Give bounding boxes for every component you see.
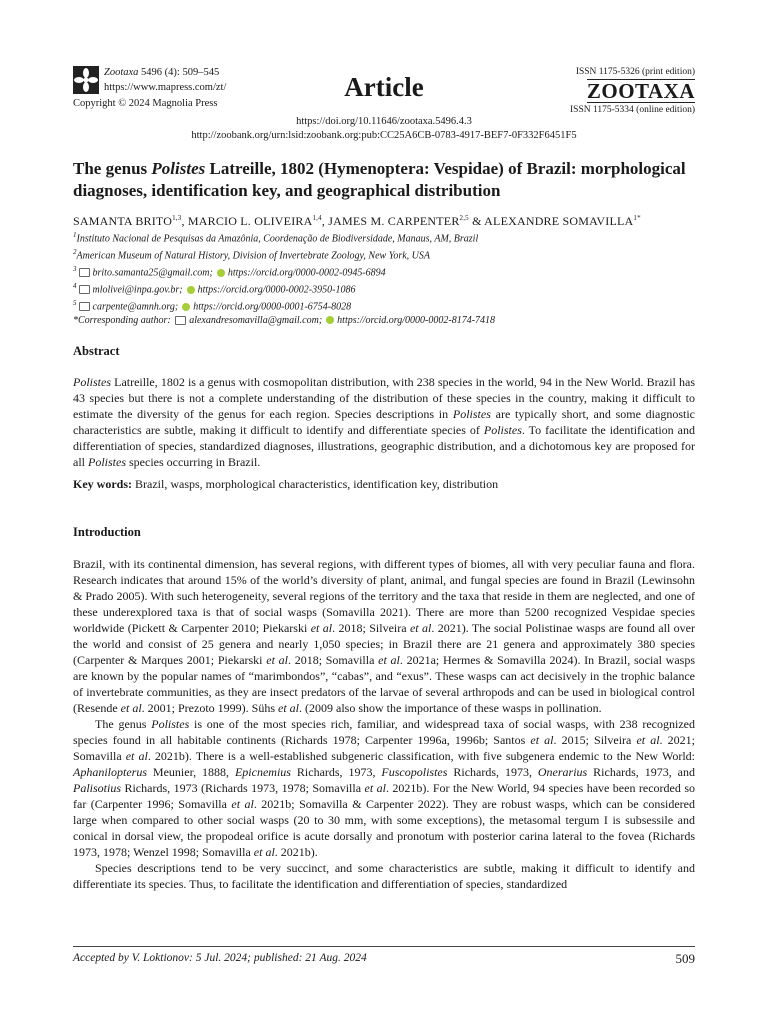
author-name: MARCIO L. OLIVEIRA bbox=[187, 214, 313, 228]
abstract-text bbox=[73, 374, 695, 470]
contact-line bbox=[73, 297, 713, 314]
keywords-label: Key words: bbox=[73, 477, 132, 491]
text-run: . 2021b; Somavilla & Carpenter 2022). They are robust wasps, which can be considered large when compared to other social wasps (20 to 30 mm, with some exceptions), the metasomal tergum I is subsessile and conical in dorsal view, the propodeal orifice is acute dorsally and pronotum with posterior carina lateral to the fovea (Richards 1973, 1978; Wenzel 1998; Somavilla bbox=[73, 797, 695, 859]
author-orcid-link[interactable]: https://orcid.org/0000-0002-0945-6894 bbox=[227, 267, 386, 279]
author-sup: 1,3 bbox=[172, 214, 182, 222]
text-run: . 2018; Somavilla bbox=[287, 653, 379, 667]
et-al: et al bbox=[266, 653, 288, 667]
contact-sup: 3 bbox=[73, 264, 77, 273]
title-part: Latreille, 1802 (Hymenoptera: Vespidae) of Brazil: morphological diagnoses, identification key, and geographical distribution bbox=[73, 159, 686, 200]
corresponding-author-line bbox=[73, 314, 713, 328]
text-run: . 2021b). For the New World, 94 species have been recorded so far (Carpenter 1996; Somavilla bbox=[73, 781, 695, 811]
et-al: et al bbox=[409, 621, 432, 635]
abstract-part: Latreille, 1802 is a genus with cosmopolitan distribution, with 238 species in the world, 94 in the New World. Brazil has 43 species but there is not a complete understanding of the distribution of these species in the country, making it difficult to estimate the diversity of the genus for each region. Species descriptions in bbox=[73, 375, 695, 421]
author-separator: & bbox=[468, 214, 485, 228]
acceptance-info: Accepted by V. Loktionov: 5 Jul. 2024; published: 21 Aug. 2024 bbox=[73, 952, 367, 964]
text-run: Richards, 1973, bbox=[447, 765, 538, 779]
doi-block bbox=[0, 115, 768, 143]
issn-block bbox=[495, 66, 695, 116]
author-separator: , bbox=[181, 214, 188, 228]
author-email-link[interactable]: carpente@amnh.org; bbox=[92, 301, 179, 313]
author-email-link[interactable]: mlolivei@inpa.gov.br; bbox=[92, 284, 183, 296]
subgenus-name: Epicnemius bbox=[234, 765, 291, 779]
introduction-body bbox=[73, 556, 695, 892]
affiliation-text: American Museum of Natural History, Division of Invertebrate Zoology, New York, USA bbox=[76, 250, 431, 262]
author-orcid-link[interactable]: https://orcid.org/0000-0001-6754-8028 bbox=[193, 301, 352, 313]
affiliation-sup: 1 bbox=[73, 231, 77, 239]
abstract-part: are typically short, and some diagnostic characteristics are subtle, making it difficult to identify and differentiate species of bbox=[73, 407, 695, 437]
affiliation-list bbox=[73, 229, 713, 327]
text-run: Meunier, 1888, bbox=[147, 765, 235, 779]
orcid-icon bbox=[217, 269, 225, 277]
contact-line bbox=[73, 280, 713, 297]
intro-paragraph-2 bbox=[73, 716, 695, 860]
text-run: is one of the most species rich, familiar, and widespread taxa of social wasps, with 238 recognized species found in all habitable continents (Richards 1978; Carpenter 1996a, 1996b; Santos bbox=[73, 717, 695, 747]
text-run: Richards, 1973, bbox=[290, 765, 382, 779]
doi-link[interactable]: https://doi.org/10.11646/zootaxa.5496.4.3 bbox=[296, 116, 472, 127]
author-list bbox=[73, 214, 641, 229]
contact-sup: 5 bbox=[73, 298, 77, 307]
keywords-text: Brazil, wasps, morphological characteristics, identification key, distribution bbox=[132, 477, 499, 491]
et-al: et al bbox=[310, 621, 333, 635]
genus-name: Polistes bbox=[73, 375, 111, 389]
abstract-heading: Abstract bbox=[73, 344, 120, 358]
copyright-notice: Copyright © 2024 Magnolia Press bbox=[73, 98, 218, 109]
genus-name: Polistes bbox=[452, 407, 491, 421]
et-al: et al bbox=[125, 749, 148, 763]
orcid-icon bbox=[182, 303, 190, 311]
subgenus-name: Palisotius bbox=[73, 781, 122, 795]
subgenus-name: Onerarius bbox=[537, 765, 588, 779]
text-run: . 2021b). bbox=[274, 845, 318, 859]
orcid-icon bbox=[187, 286, 195, 294]
page-number: 509 bbox=[675, 951, 695, 966]
genus-name: Polistes bbox=[88, 455, 126, 469]
et-al: et al bbox=[253, 845, 275, 859]
text-run: . 2018; Silveira bbox=[332, 621, 410, 635]
orcid-icon bbox=[326, 316, 334, 324]
affiliation-text: Instituto Nacional de Pesquisas da Amazônia, Coordenação de Biodiversidade, Manaus, AM, Brazil bbox=[76, 233, 479, 245]
text-run: . 2021). The social Polistinae wasps are found all over the world and consist of 25 genera and nearly 1,050 species; in Brazil there are 21 genera and approximately 380 species (Carpenter & Marques 2001; Piekarski bbox=[73, 621, 695, 667]
paper-title bbox=[73, 158, 698, 202]
abstract-part: . To facilitate the identification and differentiation of species, standardized diagnoses, illustrations, geographic distribution, and a dichotomous key are proposed for all bbox=[73, 423, 695, 469]
author-separator: , bbox=[321, 214, 329, 228]
et-al: et al bbox=[378, 653, 400, 667]
author-name: SAMANTA BRITO bbox=[73, 214, 173, 228]
et-al: et al bbox=[636, 733, 660, 747]
email-icon bbox=[79, 302, 90, 311]
genus-name: Polistes bbox=[483, 423, 522, 437]
issn-print: ISSN 1175-5326 (print edition) bbox=[575, 67, 695, 77]
email-icon bbox=[79, 285, 90, 294]
intro-paragraph-3 bbox=[73, 860, 695, 892]
zoobank-link[interactable]: http://zoobank.org/urn:lsid:zoobank.org:pub:CC25A6CB-0783-4917-BEF7-0F332F6451F5 bbox=[191, 130, 577, 141]
corresponding-orcid-link[interactable]: https://orcid.org/0000-0002-8174-7418 bbox=[337, 314, 496, 326]
issn-online: ISSN 1175-5334 (online edition) bbox=[570, 105, 695, 115]
genus-name: Polistes bbox=[151, 717, 190, 731]
author-orcid-link[interactable]: https://orcid.org/0000-0002-3950-1086 bbox=[197, 284, 356, 296]
text-run: Brazil, with its continental dimension, has several regions, with different types of biomes, all with very peculiar fauna and flora. Research indicates that around 15% of the world’s diversity of plant, animal, and fungal species are found in Brazil (Lewinsohn & Prado 2005). With such heterogeneity, several regions of the territory and the taxa that reside in them are neglected, and one of these underexplored taxa is that of social wasps (Somavilla 2021). There are more than 5200 recognized Vespidae species worldwide (Pickett & Carpenter 2010; Piekarski bbox=[73, 557, 695, 635]
article-type-label: Article bbox=[344, 72, 424, 102]
et-al: et al bbox=[120, 701, 142, 715]
intro-paragraph-1 bbox=[73, 556, 695, 716]
author-email-link[interactable]: brito.samanta25@gmail.com; bbox=[92, 267, 213, 279]
affiliation bbox=[73, 246, 713, 263]
corresponding-label: *Corresponding author: bbox=[73, 314, 174, 326]
text-run: Richards, 1973 (Richards 1973, 1978; Somavilla bbox=[121, 781, 365, 795]
et-al: et al bbox=[278, 701, 299, 715]
introduction-heading: Introduction bbox=[73, 525, 141, 539]
email-icon bbox=[79, 268, 90, 277]
contact-sup: 4 bbox=[73, 281, 77, 290]
affiliation bbox=[73, 229, 713, 246]
zootaxa-wordmark: ZOOTAXA bbox=[586, 79, 695, 103]
text-run: . 2021; Somavilla bbox=[73, 733, 695, 763]
keywords-line bbox=[73, 476, 695, 492]
text-run: Richards, 1973, and bbox=[587, 765, 695, 779]
subgenus-name: Fuscopolistes bbox=[381, 765, 448, 779]
text-run: . 2001; Prezoto 1999). Sühs bbox=[141, 701, 278, 715]
subgenus-name: Aphanilopterus bbox=[73, 765, 147, 779]
title-genus: Polistes bbox=[151, 159, 206, 178]
affiliation-sup: 2 bbox=[73, 247, 77, 256]
text-run: Species descriptions tend to be very succinct, and some characteristics are subtle, making it difficult to identify and differentiate its species. Thus, to facilitate the identification and differentiation of species, standardized bbox=[73, 861, 695, 891]
author-sup: 2,5 bbox=[459, 214, 469, 222]
author-name: ALEXANDRE SOMAVILLA bbox=[484, 214, 634, 228]
et-al: et al bbox=[530, 733, 554, 747]
abstract-part: species occurring in Brazil. bbox=[126, 455, 261, 469]
journal-issue: 5496 (4): 509–545 bbox=[138, 67, 220, 78]
author-name: JAMES M. CARPENTER bbox=[328, 214, 460, 228]
journal-name: Zootaxa bbox=[104, 67, 139, 78]
text-run: The genus bbox=[95, 717, 152, 731]
et-al: et al bbox=[231, 797, 254, 811]
corresponding-email-link[interactable]: alexandresomavilla@gmail.com; bbox=[189, 314, 323, 326]
contact-line bbox=[73, 263, 713, 280]
text-run: . 2021a; Hermes & Somavilla 2024). In Brazil, social wasps are known by the popular names of “marimbondos”, “cabas”, and “exus”. These wasps can act decisively in the trophic balance of invertebrate communities, as they are insect predators of the larvae of several arthropods and can be used in biological control (Resende bbox=[73, 653, 695, 715]
email-icon bbox=[175, 316, 186, 325]
footer-rule bbox=[73, 946, 695, 947]
author-sup: 1,4 bbox=[312, 214, 322, 222]
text-run: . 2021b). There is a well-established subgeneric classification, with five subgenera endemic to the New World: bbox=[147, 749, 695, 763]
publisher-website-link[interactable]: https://www.mapress.com/zt/ bbox=[104, 81, 227, 93]
text-run: . 2015; Silveira bbox=[553, 733, 637, 747]
title-part: The genus bbox=[73, 159, 152, 178]
author-sup: 1* bbox=[633, 214, 641, 222]
et-al: et al bbox=[364, 781, 386, 795]
text-run: . (2009 also show the importance of these wasps in pollination. bbox=[299, 701, 602, 715]
